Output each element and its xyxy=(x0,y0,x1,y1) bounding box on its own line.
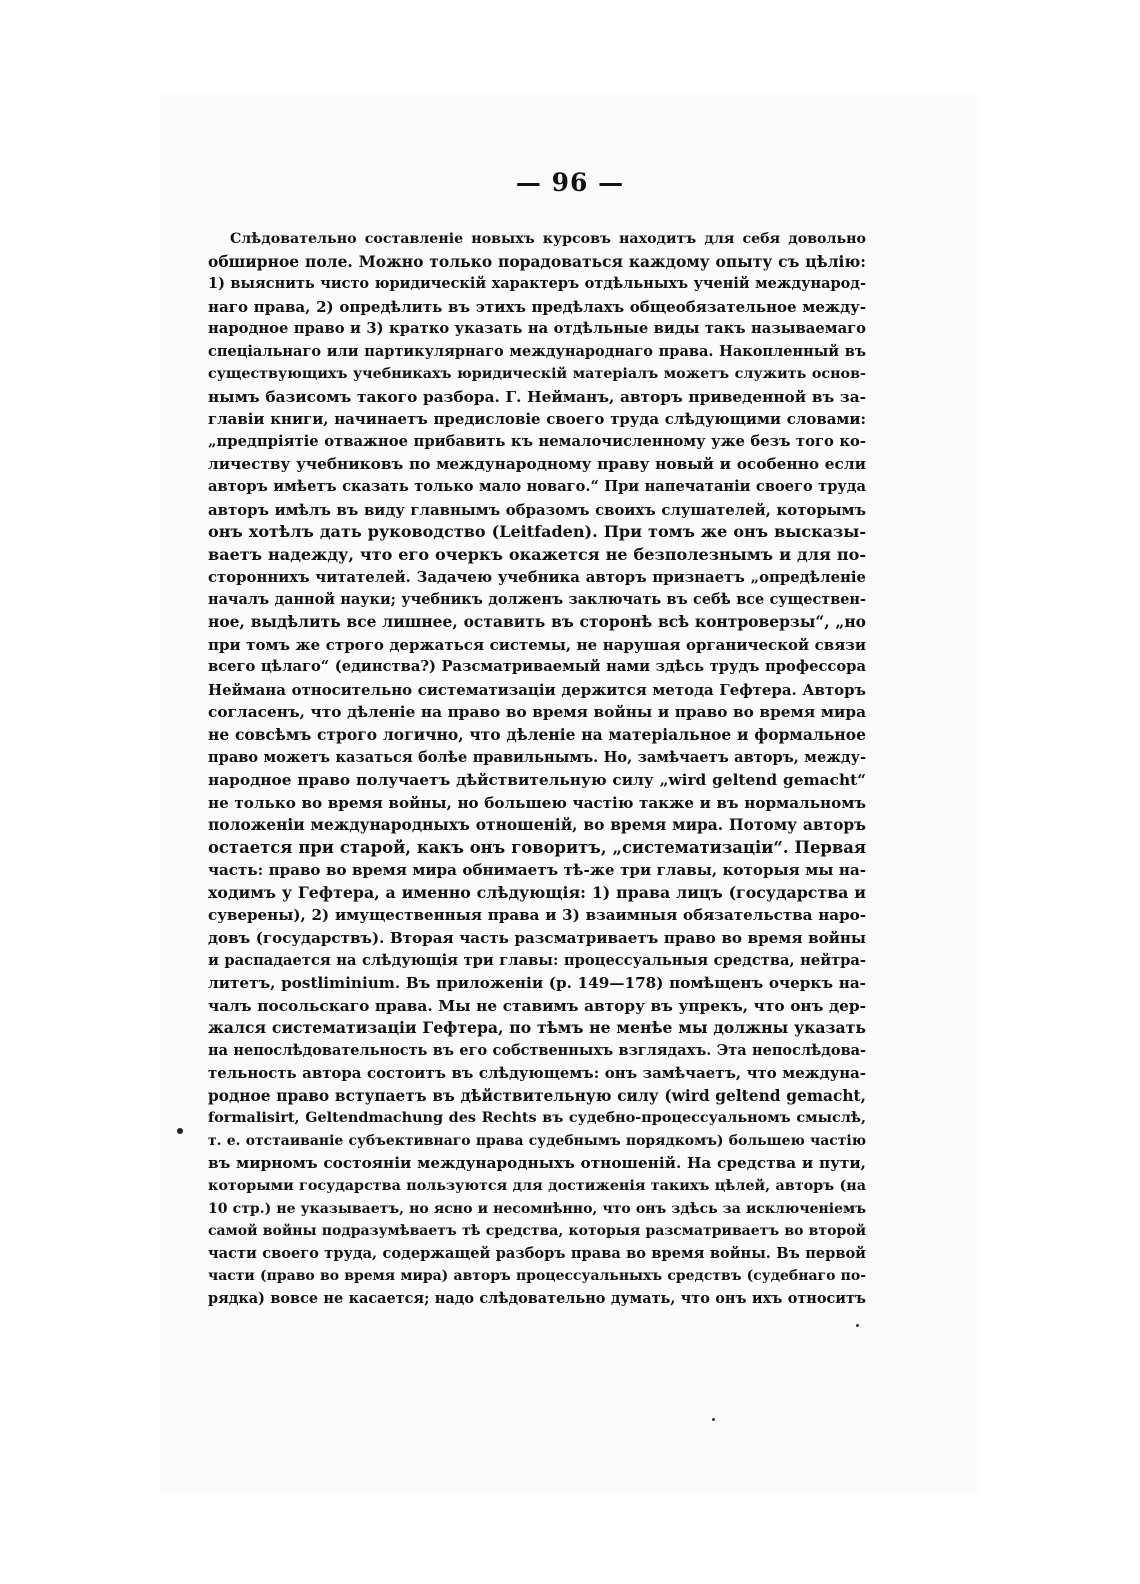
ink-speck xyxy=(712,1418,715,1421)
text-line: наго права, 2) опредѣлить въ этихъ предѣлахъ общеобязательное между- xyxy=(208,297,866,316)
text-line: части своего труда, содержащей разборъ права во время войны. Въ первой xyxy=(208,1244,866,1262)
text-line: которыми государства пользуются для достиженія такихъ цѣлей, авторъ (на xyxy=(208,1177,866,1194)
page-number: — 96 — xyxy=(515,168,625,197)
text-line: жался систематизаціи Гефтера, по тѣмъ не менѣе мы должны указать xyxy=(208,1018,866,1038)
text-line: главіи книги, начинаетъ предисловіе своего труда слѣдующими словами: xyxy=(208,410,866,429)
text-line: положеніи международныхъ отношеній, во время мира. Потому авторъ xyxy=(208,816,866,835)
text-line: чалъ посольскаго права. Мы не ставимъ автору въ упрекъ, что онъ дер- xyxy=(208,996,866,1015)
text-line: части (право во время мира) авторъ процессуальныхъ средствъ (судебнаго по- xyxy=(208,1268,866,1285)
text-line: право можетъ казаться болѣе правильнымъ. Но, замѣчаетъ авторъ, между- xyxy=(208,748,866,766)
text-line: существующихъ учебникахъ юридическій матеріалъ можетъ служить основ- xyxy=(208,366,866,383)
text-line: спеціальнаго или партикулярнаго международнаго права. Накопленный въ xyxy=(208,342,866,360)
text-line: всего цѣлаго“ (единства?) Разсматриваемый нами здѣсь трудъ профессора xyxy=(208,658,866,676)
margin-dot xyxy=(177,1128,183,1134)
text-line: остается при старой, какъ онъ говоритъ, „систематизаціи“. Первая xyxy=(208,837,866,857)
text-line: въ мирномъ состояніи международныхъ отношеній. На средства и пути, xyxy=(208,1154,866,1173)
text-line: Неймана относительно систематизаціи держится метода Гефтера. Авторъ xyxy=(208,680,866,699)
text-line: литетъ, postliminium. Въ приложеніи (p. 149—178) помѣщенъ очеркъ на- xyxy=(208,974,866,993)
text-line: суверены), 2) имущественныя права и 3) взаимныя обязательства наро- xyxy=(208,906,866,925)
text-line: авторъ имѣетъ сказать только мало новаго.“ При напечатаніи своего труда xyxy=(208,478,866,496)
text-line: родное право вступаетъ въ дѣйствительную силу (wird geltend gemacht, xyxy=(208,1086,866,1105)
body-text xyxy=(208,228,866,1310)
text-line: „предпріятіе отважное прибавить къ немалочисленному уже безъ того ко- xyxy=(208,432,866,450)
text-line: ходимъ у Гефтера, а именно слѣдующія: 1) права лицъ (государства и xyxy=(208,882,866,902)
text-line: на непослѣдовательность въ его собственныхъ взглядахъ. Эта непослѣдова- xyxy=(208,1041,866,1059)
text-line: тельность автора состоитъ въ слѣдующемъ: онъ замѣчаетъ, что междуна- xyxy=(208,1064,866,1083)
text-line: личеству учебниковъ по международному праву новый и особенно если xyxy=(208,455,866,474)
ink-speck xyxy=(856,1324,859,1327)
text-line: авторъ имѣлъ въ виду главнымъ образомъ своихъ слушателей, которымъ xyxy=(208,500,866,519)
text-line: ное, выдѣлить все лишнее, оставить въ сторонѣ всѣ контроверзы“, „но xyxy=(208,612,866,632)
text-line: онъ хотѣлъ дать руководство (Leitfaden). При томъ же онъ высказы- xyxy=(208,522,866,542)
text-line: часть: право во время мира обнимаетъ тѣ-же три главы, которыя мы на- xyxy=(208,861,866,880)
text-line: ваетъ надежду, что его очеркъ окажется не безполезнымъ и для по- xyxy=(208,544,866,564)
text-line: 10 стр.) не указываетъ, но ясно и несомнѣнно, что онъ здѣсь за исключеніемъ xyxy=(208,1200,866,1217)
text-line: стороннихъ читателей. Задачею учебника авторъ признаетъ „опредѣленіе xyxy=(208,568,866,587)
text-line: народное право и 3) кратко указать на отдѣльные виды такъ называемаго xyxy=(208,320,866,338)
text-line: нымъ базисомъ такого разбора. Г. Нейманъ, авторъ приведенной въ за- xyxy=(208,387,866,406)
text-line: обширное поле. Можно только порадоваться каждому опыту съ цѣлію: xyxy=(208,251,866,271)
text-line: не только во время войны, но большею частію также и въ нормальномъ xyxy=(208,793,866,812)
text-line: и распадается на слѣдующія три главы: процессуальныя средства, нейтра- xyxy=(208,951,866,969)
text-line: самой войны подразумѣваетъ тѣ средства, которыя разсматриваетъ во второй xyxy=(208,1223,866,1240)
text-line: Слѣдовательно составленіе новыхъ курсовъ находитъ для себя довольно xyxy=(230,231,866,247)
text-line: при томъ же строго держаться системы, не нарушая органической связи xyxy=(208,635,866,654)
text-line: 1) выяснить чисто юридическій характеръ отдѣльныхъ ученій международ- xyxy=(208,275,866,293)
text-line: народное право получаетъ дѣйствительную силу „wird geltend gemacht“ xyxy=(208,771,866,790)
text-line: т. е. отстаиваніе субъективнаго права судебнымъ порядкомъ) большею частію xyxy=(208,1132,866,1149)
text-line: довъ (государствъ). Вторая часть разсматриваетъ право во время войны xyxy=(208,928,866,947)
text-line: не совсѣмъ строго логично, что дѣленіе на матеріальное и формальное xyxy=(208,725,866,745)
text-line: рядка) вовсе не касается; надо слѣдовательно думать, что онъ ихъ относитъ xyxy=(208,1289,866,1307)
text-line: согласенъ, что дѣленіе на право во время войны и право во время мира xyxy=(208,703,866,722)
text-line: началъ данной науки; учебникъ долженъ заключать въ себѣ все существен- xyxy=(208,590,866,608)
text-line: formalisirt, Geltendmachung des Rechts въ судебно-процессуальномъ смыслѣ, xyxy=(208,1109,866,1127)
